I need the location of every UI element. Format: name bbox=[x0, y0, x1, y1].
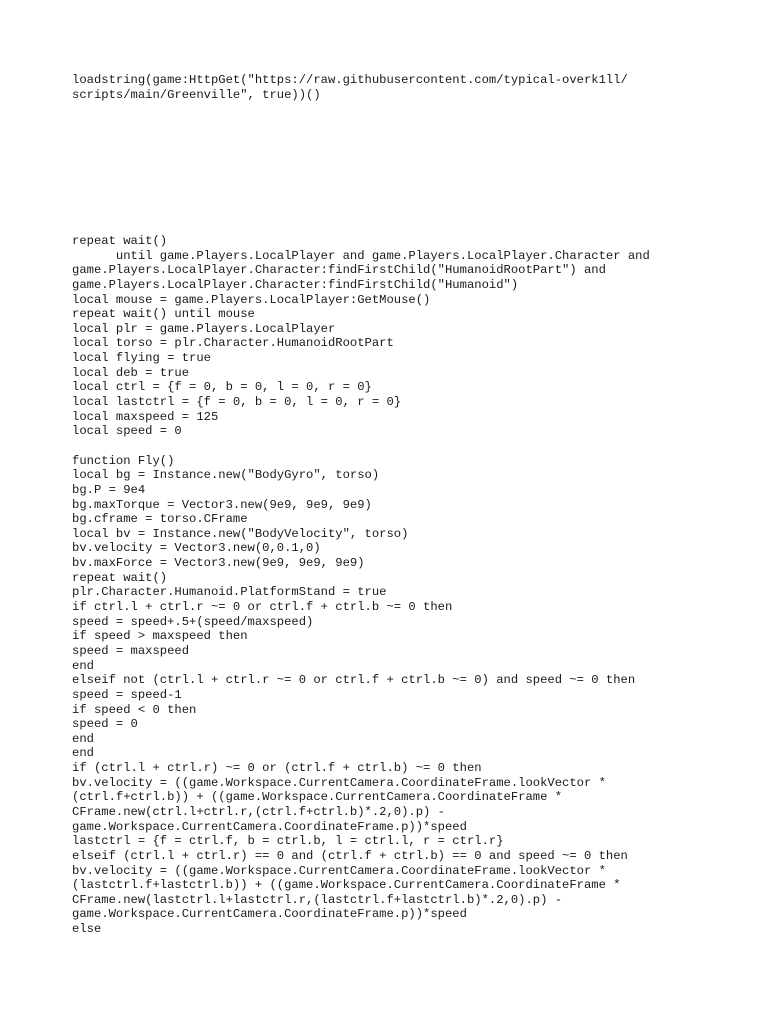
code-line: local flying = true bbox=[72, 351, 211, 366]
code-line: bv.maxForce = Vector3.new(9e9, 9e9, 9e9) bbox=[72, 556, 365, 571]
code-line bbox=[72, 439, 650, 454]
code-line: scripts/main/Greenville", true))() bbox=[72, 87, 321, 102]
fly-script-code-block bbox=[72, 234, 650, 937]
code-line: speed = speed-1 bbox=[72, 687, 182, 702]
code-line: plr.Character.Humanoid.PlatformStand = true bbox=[72, 585, 387, 600]
code-line: function Fly() bbox=[72, 453, 175, 468]
loadstring-code-block bbox=[72, 73, 628, 102]
code-line: repeat wait() bbox=[72, 570, 168, 585]
code-line: if speed > maxspeed then bbox=[72, 629, 248, 644]
code-line: repeat wait() until mouse bbox=[72, 307, 255, 322]
code-line: else bbox=[72, 922, 102, 937]
code-line: local plr = game.Players.LocalPlayer bbox=[72, 321, 336, 336]
code-line: speed = 0 bbox=[72, 717, 138, 732]
code-line: speed = maxspeed bbox=[72, 643, 190, 658]
code-line: (ctrl.f+ctrl.b)) + ((game.Workspace.CurrentCamera.CoordinateFrame * bbox=[72, 790, 563, 805]
code-line: local torso = plr.Character.HumanoidRootPart bbox=[72, 336, 394, 351]
code-line: bv.velocity = ((game.Workspace.CurrentCamera.CoordinateFrame.lookVector * bbox=[72, 775, 606, 790]
code-line: local maxspeed = 125 bbox=[72, 409, 219, 424]
code-line: bg.maxTorque = Vector3.new(9e9, 9e9, 9e9) bbox=[72, 497, 372, 512]
code-line: speed = speed+.5+(speed/maxspeed) bbox=[72, 614, 314, 629]
code-line: repeat wait() bbox=[72, 234, 168, 248]
code-line: bg.P = 9e4 bbox=[72, 482, 146, 497]
code-line: local deb = true bbox=[72, 365, 190, 380]
code-line: until game.Players.LocalPlayer and game.Players.LocalPlayer.Character and bbox=[72, 248, 650, 263]
code-line: if ctrl.l + ctrl.r ~= 0 or ctrl.f + ctrl.b ~= 0 then bbox=[72, 600, 453, 615]
code-line: if (ctrl.l + ctrl.r) ~= 0 or (ctrl.f + ctrl.b) ~= 0 then bbox=[72, 761, 482, 776]
code-line: local ctrl = {f = 0, b = 0, l = 0, r = 0} bbox=[72, 380, 372, 395]
code-line: game.Workspace.CurrentCamera.CoordinateFrame.p))*speed bbox=[72, 907, 467, 922]
code-line: bv.velocity = ((game.Workspace.CurrentCamera.CoordinateFrame.lookVector * bbox=[72, 863, 606, 878]
code-line: bv.velocity = Vector3.new(0,0.1,0) bbox=[72, 541, 321, 556]
code-line: game.Players.LocalPlayer.Character:findFirstChild("Humanoid") bbox=[72, 277, 519, 292]
code-line: end bbox=[72, 658, 94, 673]
code-line: end bbox=[72, 746, 94, 761]
code-line: CFrame.new(lastctrl.l+lastctrl.r,(lastctrl.f+lastctrl.b)*.2,0).p) - bbox=[72, 892, 563, 907]
code-line: local mouse = game.Players.LocalPlayer:GetMouse() bbox=[72, 292, 431, 307]
code-line: (lastctrl.f+lastctrl.b)) + ((game.Workspace.CurrentCamera.CoordinateFrame * bbox=[72, 878, 621, 893]
code-line: elseif (ctrl.l + ctrl.r) == 0 and (ctrl.f + ctrl.b) == 0 and speed ~= 0 then bbox=[72, 848, 628, 863]
code-line: elseif not (ctrl.l + ctrl.r ~= 0 or ctrl.f + ctrl.b ~= 0) and speed ~= 0 then bbox=[72, 673, 636, 688]
code-line: bg.cframe = torso.CFrame bbox=[72, 512, 248, 527]
code-line: lastctrl = {f = ctrl.f, b = ctrl.b, l = ctrl.l, r = ctrl.r} bbox=[72, 834, 504, 849]
code-line: local lastctrl = {f = 0, b = 0, l = 0, r = 0} bbox=[72, 395, 402, 410]
code-line: end bbox=[72, 731, 94, 746]
code-line: if speed < 0 then bbox=[72, 702, 197, 717]
code-line: loadstring(game:HttpGet("https://raw.githubusercontent.com/typical-overk1ll/ bbox=[72, 73, 628, 87]
code-line: local bv = Instance.new("BodyVelocity", torso) bbox=[72, 526, 409, 541]
code-line: game.Workspace.CurrentCamera.CoordinateFrame.p))*speed bbox=[72, 819, 467, 834]
code-line: game.Players.LocalPlayer.Character:findFirstChild("HumanoidRootPart") and bbox=[72, 263, 606, 278]
code-line: local bg = Instance.new("BodyGyro", torso) bbox=[72, 468, 380, 483]
code-line: CFrame.new(ctrl.l+ctrl.r,(ctrl.f+ctrl.b)*.2,0).p) - bbox=[72, 804, 445, 819]
code-line: local speed = 0 bbox=[72, 424, 182, 439]
